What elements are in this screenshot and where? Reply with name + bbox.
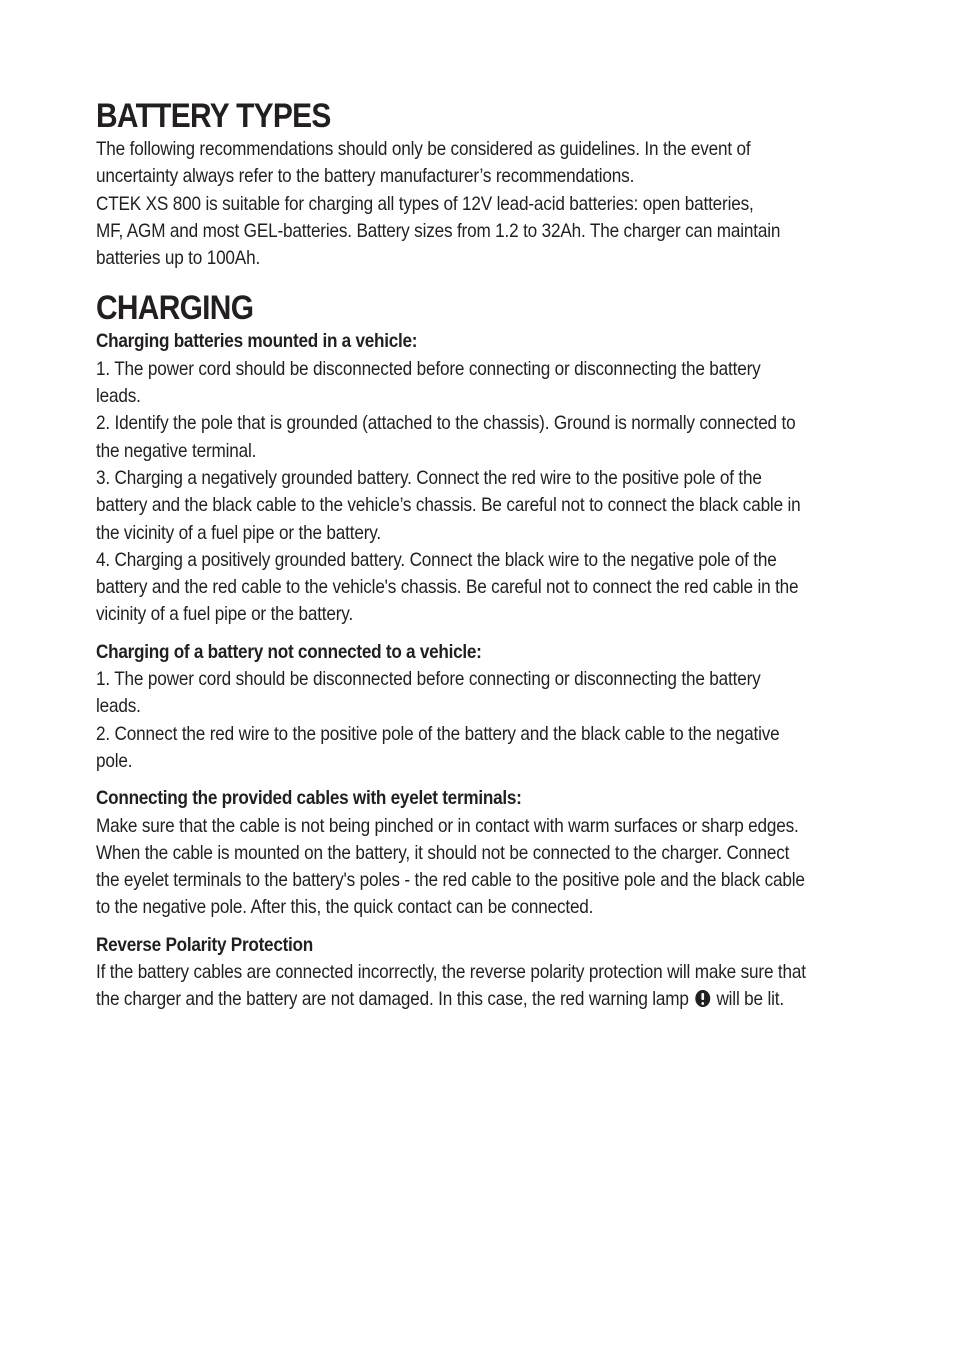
text-line: leads. xyxy=(96,695,141,718)
section-eyelet-terminals xyxy=(96,785,876,921)
text-line: battery and the red cable to the vehicle's chassis. Be careful not to connect the red cable in the xyxy=(96,576,799,599)
text-line: the vicinity of a fuel pipe or the battery. xyxy=(96,521,381,544)
text-line: the eyelet terminals to the battery's poles - the red cable to the positive pole and the black cable xyxy=(96,869,805,892)
subheading-mounted: Charging batteries mounted in a vehicle: xyxy=(96,330,418,353)
mounted-body xyxy=(96,356,876,629)
warning-exclamation-icon xyxy=(695,990,710,1007)
text-line: 1. The power cord should be disconnected before connecting or disconnecting the battery xyxy=(96,357,761,380)
text-line: When the cable is mounted on the battery, it should not be connected to the charger. Connect xyxy=(96,841,790,864)
section-reverse-polarity xyxy=(96,932,876,1014)
subheading-reverse-polarity: Reverse Polarity Protection xyxy=(96,933,314,956)
eyelet-body xyxy=(96,813,876,922)
text-line: to the negative pole. After this, the quick contact can be connected. xyxy=(96,896,594,919)
text-line: The following recommendations should only be considered as guidelines. In the event of xyxy=(96,138,751,160)
reverse-polarity-body xyxy=(96,959,876,1014)
heading-charging: CHARGING xyxy=(96,289,254,328)
text-line: 2. Identify the pole that is grounded (attached to the chassis). Ground is normally connected to xyxy=(96,412,796,435)
document-page xyxy=(96,96,876,1014)
text-line: 3. Charging a negatively grounded battery. Connect the red wire to the positive pole of the xyxy=(96,466,762,489)
heading-battery-types: BATTERY TYPES xyxy=(96,97,331,135)
text-line: CTEK XS 800 is suitable for charging all types of 12V lead-acid batteries: open batteries, xyxy=(96,192,754,215)
battery-types-body xyxy=(96,136,876,272)
text-segment: the charger and the battery are not damaged. In this case, the red warning lamp xyxy=(96,988,694,1011)
text-line-with-icon xyxy=(96,986,784,1013)
text-line: batteries up to 100Ah. xyxy=(96,247,261,270)
section-mounted-in-vehicle xyxy=(96,328,876,628)
text-line: vicinity of a fuel pipe or the battery. xyxy=(96,603,354,626)
text-line: If the battery cables are connected incorrectly, the reverse polarity protection will make sure that xyxy=(96,961,806,984)
text-segment: will be lit. xyxy=(711,988,784,1011)
text-line: Make sure that the cable is not being pinched or in contact with warm surfaces or sharp edges. xyxy=(96,814,799,837)
subheading-eyelet: Connecting the provided cables with eyelet terminals: xyxy=(96,787,522,810)
text-line: leads. xyxy=(96,385,141,408)
text-line: pole. xyxy=(96,749,133,772)
text-line: the negative terminal. xyxy=(96,439,257,462)
text-line: 1. The power cord should be disconnected before connecting or disconnecting the battery xyxy=(96,668,761,691)
text-line: battery and the black cable to the vehicle’s chassis. Be careful not to connect the black cable in xyxy=(96,494,801,517)
subheading-not-connected: Charging of a battery not connected to a vehicle: xyxy=(96,640,482,663)
text-line: uncertainty always refer to the battery manufacturer’s recommendations. xyxy=(96,165,635,188)
not-connected-body xyxy=(96,666,876,775)
text-line: MF, AGM and most GEL-batteries. Battery sizes from 1.2 to 32Ah. The charger can maintain xyxy=(96,219,781,242)
text-line: 4. Charging a positively grounded battery. Connect the black wire to the negative pole of the xyxy=(96,548,777,571)
section-not-connected xyxy=(96,639,876,775)
text-line: 2. Connect the red wire to the positive pole of the battery and the black cable to the negative xyxy=(96,722,780,745)
